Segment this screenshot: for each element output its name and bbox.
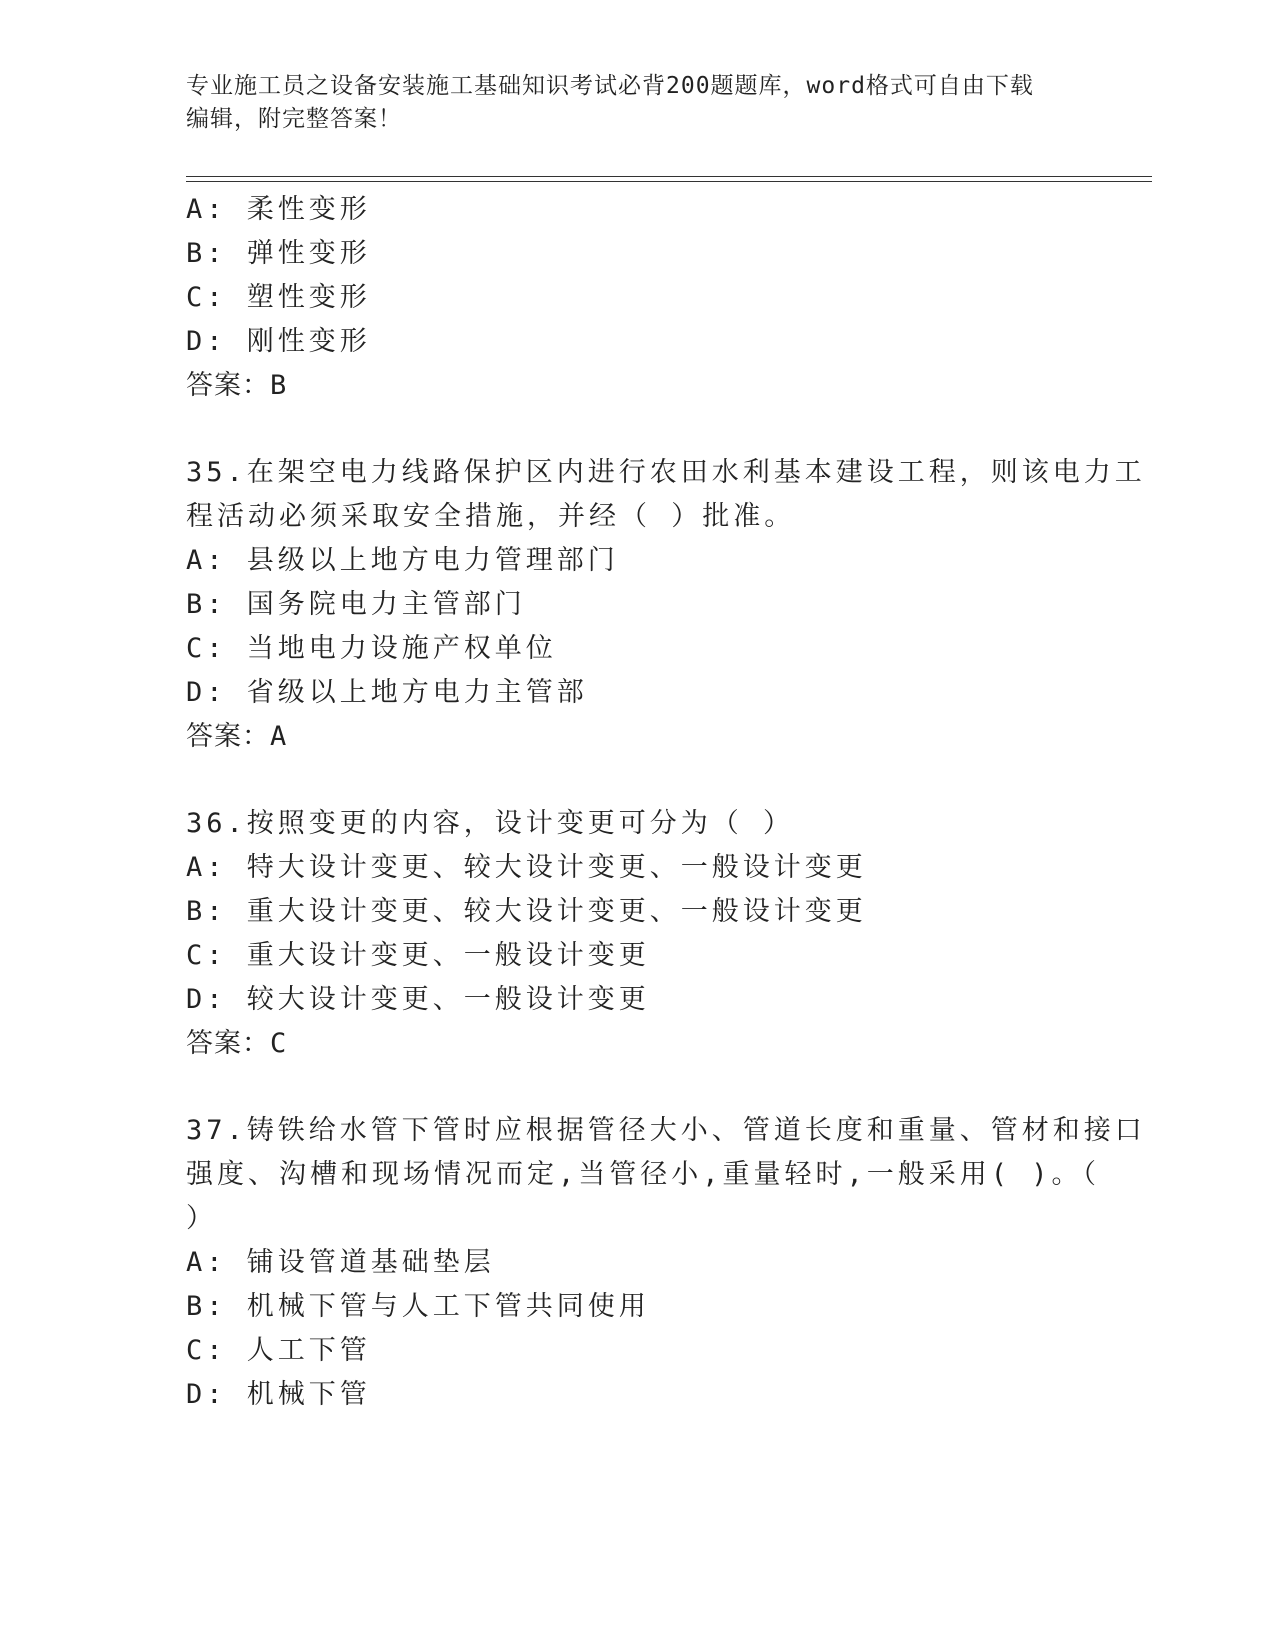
q37-option-c: C: 人工下管: [186, 1335, 371, 1366]
q36-answer: 答案：C: [186, 1028, 288, 1059]
q36-option-a: A: 特大设计变更、较大设计变更、一般设计变更: [186, 852, 867, 883]
document-header: [186, 70, 1076, 136]
q36-option-d: D: 较大设计变更、一般设计变更: [186, 984, 650, 1015]
header-divider-top: [186, 176, 1152, 177]
q37-stem-line-3: ）: [186, 1203, 217, 1234]
q37-stem-line-2: 强度、沟槽和现场情况而定,当管径小,重量轻时,一般采用( )。（: [186, 1159, 1101, 1190]
q35-answer: 答案：A: [186, 721, 288, 752]
q36-option-c: C: 重大设计变更、一般设计变更: [186, 940, 650, 971]
q35-option-c: C: 当地电力设施产权单位: [186, 633, 557, 664]
q34-option-d: D: 刚性变形: [186, 326, 371, 357]
q35-stem-line-1: 35.在架空电力线路保护区内进行农田水利基本建设工程，则该电力工: [186, 457, 1146, 488]
q35-option-b: B: 国务院电力主管部门: [186, 589, 526, 620]
q37-option-d: D: 机械下管: [186, 1379, 371, 1410]
header-line-2: 编辑，附完整答案！: [186, 106, 402, 132]
q37-option-a: A: 铺设管道基础垫层: [186, 1247, 495, 1278]
q36-option-b: B: 重大设计变更、较大设计变更、一般设计变更: [186, 896, 867, 927]
q35-option-a: A: 县级以上地方电力管理部门: [186, 545, 619, 576]
q35-option-d: D: 省级以上地方电力主管部: [186, 677, 588, 708]
q34-option-c: C: 塑性变形: [186, 282, 371, 313]
q35-stem-line-2: 程活动必须采取安全措施，并经（ ）批准。: [186, 501, 796, 532]
header-divider-bottom: [186, 181, 1152, 182]
q34-option-a: A: 柔性变形: [186, 194, 371, 225]
q34-answer: 答案：B: [186, 370, 288, 401]
q37-stem-line-1: 37.铸铁给水管下管时应根据管径大小、管道长度和重量、管材和接口: [186, 1115, 1146, 1146]
q37-option-b: B: 机械下管与人工下管共同使用: [186, 1291, 650, 1322]
q34-option-b: B: 弹性变形: [186, 238, 371, 269]
header-line-1: 专业施工员之设备安装施工基础知识考试必背200题题库，word格式可自由下载: [186, 73, 1034, 99]
q36-stem-line-1: 36.按照变更的内容，设计变更可分为（ ）: [186, 808, 795, 839]
